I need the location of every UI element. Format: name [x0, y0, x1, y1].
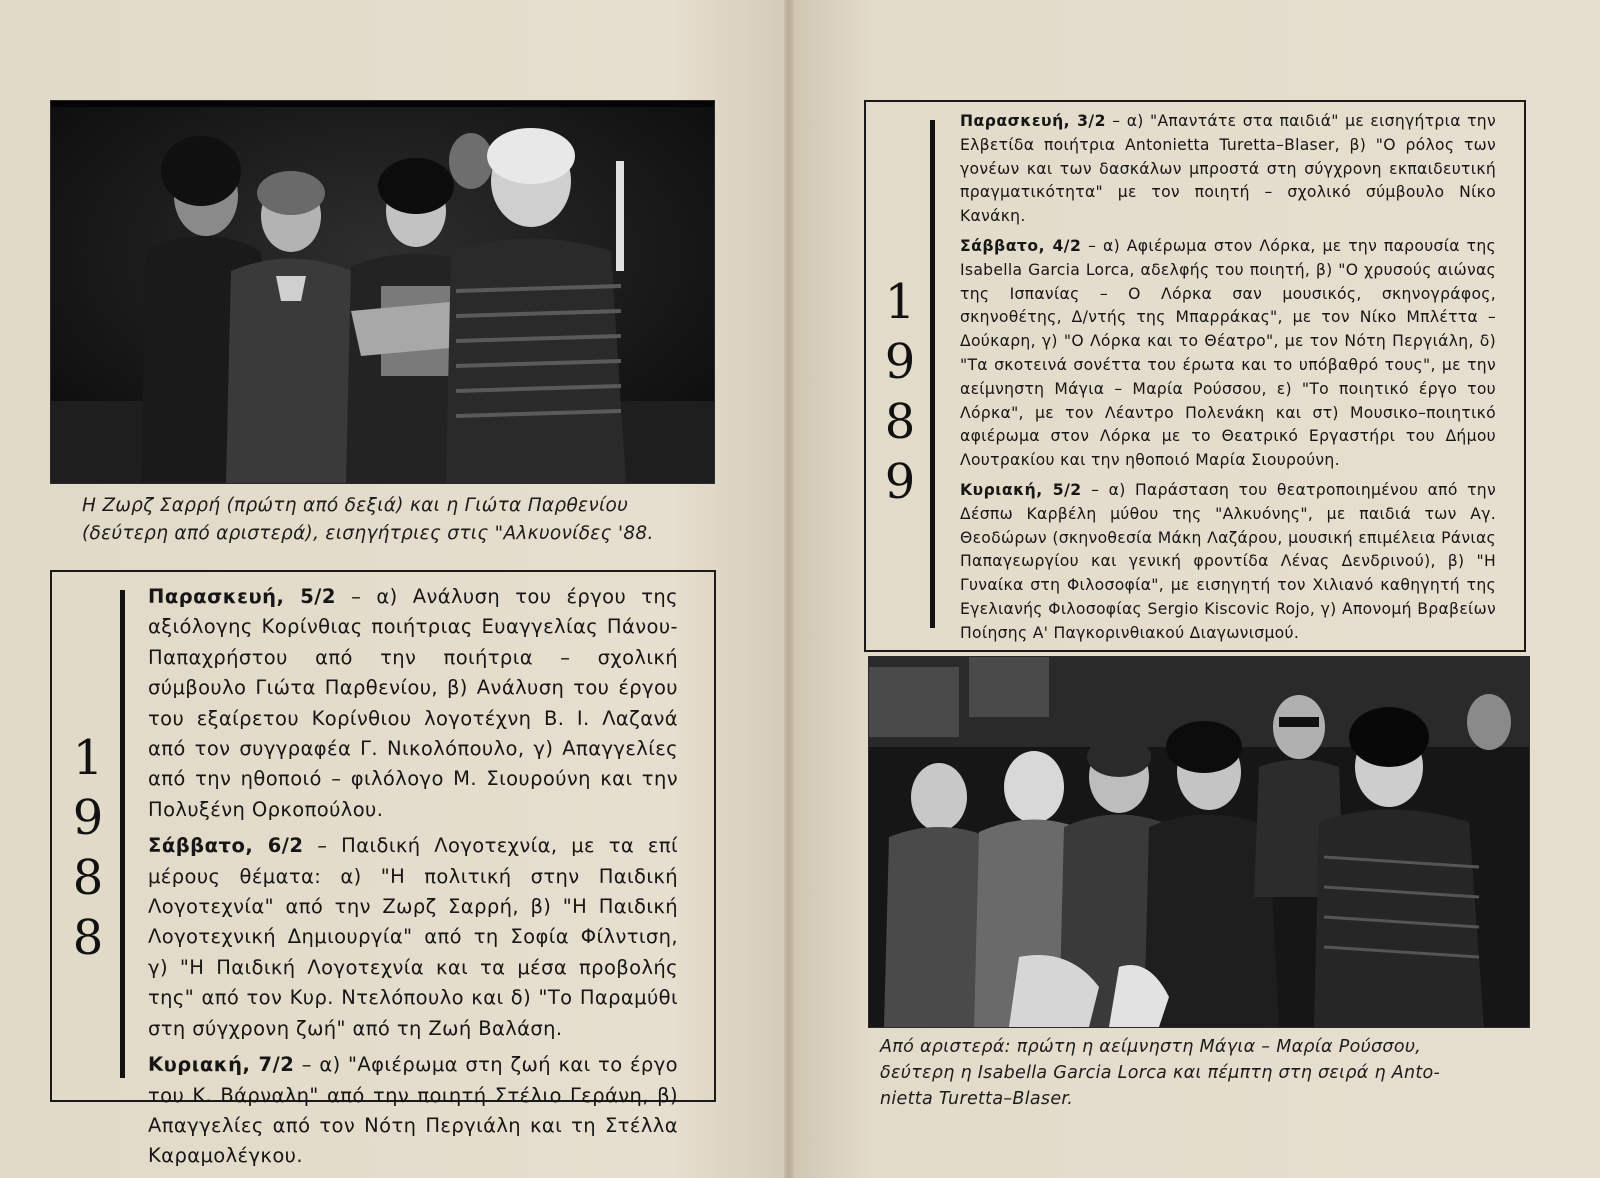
program-1988	[148, 582, 678, 1178]
left-photo-caption	[82, 492, 722, 548]
entry-friday-1989	[960, 110, 1496, 229]
entry-saturday-1989	[960, 235, 1496, 473]
year-1989	[880, 272, 920, 512]
entry-sunday-1988	[148, 1050, 678, 1172]
seated-audience-photo	[869, 657, 1529, 1027]
entry-saturday-1988	[148, 831, 678, 1044]
entry-text: – Παιδική Λογοτεχνία, με τα επί μέρους θέματα: α) "Η πολιτική στην Παιδική Λογοτεχνία" από την Ζωρζ Σαρρή, β) "Η Παιδική Λογοτεχνική Δημιουργία" από τη Σοφία Φίλντιση, γ) "Η Παιδική Λογοτεχνία και τα μέσα προβολής της" από τον Κυρ. Ντελόπουλο και δ) "Το Παραμύθι στη σύγχρονη ζωή" από τη Ζωή Βαλάση.	[148, 834, 679, 1040]
book-spine	[784, 0, 794, 1178]
entry-day: Κυριακή, 7/2	[148, 1053, 295, 1077]
entry-text: – α) Αφιέρωμα στον Λόρκα, με την παρουσία της Isabella Garcia Lorca, αδελφής του ποιητή, β) "Ο χρυσούς αιώνας της Ισπανίας – Ο Λόρκα σαν μουσικός, σκηνογράφος, σκηνοθέτης, Δ/ντής της Μπαρράκας", με τον Νίκο Μπλέττα – Δούκαρη, γ) "Ο Λόρκα και το Θέατρο", με τον Νότη Περγιάλη, δ) "Τα σκοτεινά σονέττα του έρωτα και το υπόβαθρό τους", με την αείμνηστη Μάγια – Μαρία Ρούσσου, ε) "Το ποιητικό έργο του Λόρκα", με τον Λέαντρο Πολενάκη και στ) Μουσικο–ποιητικό αφιέρωμα στον Λόρκα με το Θεατρικό Εργαστήρι του Δήμου Λουτρακίου και την ηθοποιό Μαρία Σιουρούνη.	[960, 236, 1496, 470]
year-digit: 1	[884, 274, 916, 330]
entry-text: – α) "Απαντάτε στα παιδιά" με εισηγήτρια την Ελβετίδα ποιήτρια Antonietta Turetta–Blaser, β) "Ο ρόλος των γονέων και των δασκάλων μπροστά στη σύγχρονη εκπαιδευτική πραγματικότητα" με τον ποιητή – σχολικό σύμβουλο Νίκο Κανάκη.	[960, 112, 1496, 226]
entry-text: – α) Παράσταση του θεατροποιημένου από την Δέσπω Καρβέλη μύθου της "Αλκυόνης", με παιδιά των Αγ. Θεοδώρων (σκηνοθεσία Μάκη Λαζάρου, μουσική επιμέλεια Ράνιας Παπαγεωργίου και γενική φροντίδα Λένας Δενδρινού), β) "Η Γυναίκα στη Φιλοσοφία", με εισηγητή τον Χιλιανό καθηγητή της Εγελιανής Φιλοσοφίας Sergio Kiscovic Rojo, γ) Απονομή Βραβείων Ποίησης Α' Παγκορινθιακού Διαγωνισμού.	[960, 480, 1497, 642]
entry-day: Σάββατο, 6/2	[148, 834, 304, 858]
caption-line: nietta Turetta–Blaser.	[880, 1089, 1074, 1109]
group-of-four-women-photo	[51, 101, 714, 483]
caption-line: Από αριστερά: πρώτη η αείμνηστη Μάγια – Μαρία Ρούσσου,	[880, 1037, 1422, 1057]
year-1988	[68, 728, 108, 968]
caption-line: Η Ζωρζ Σαρρή (πρώτη από δεξιά) και η Γιώτα Παρθενίου	[82, 495, 629, 516]
year-bar	[930, 120, 935, 628]
year-digit: 8	[72, 850, 104, 906]
right-photo-caption	[880, 1034, 1540, 1112]
year-digit: 8	[72, 910, 104, 966]
year-digit: 9	[884, 454, 916, 510]
year-digit: 8	[884, 394, 916, 450]
year-bar	[120, 590, 125, 1078]
entry-day: Κυριακή, 5/2	[960, 480, 1082, 499]
year-digit: 9	[884, 334, 916, 390]
year-digit: 1	[72, 730, 104, 786]
caption-line: δεύτερη η Isabella Garcia Lorca και πέμπτη στη σειρά η Anto-	[880, 1063, 1441, 1083]
entry-friday-1988	[148, 582, 678, 825]
entry-day: Παρασκευή, 5/2	[148, 585, 336, 608]
entry-sunday-1989	[960, 479, 1496, 646]
year-digit: 9	[72, 790, 104, 846]
photo-seated-audience	[868, 656, 1530, 1028]
program-1989	[960, 110, 1496, 652]
caption-line: (δεύτερη από αριστερά), εισηγήτριες στις "Αλκυονίδες '88.	[82, 523, 654, 544]
entry-text: – α) "Αφιέρωμα στη ζωή και το έργο του Κ. Βάρναλη" από την ποιητή Στέλιο Γεράνη, β) Απαγγελίες από τον Νότη Περγιάλη και τη Στέλλα Καραμολέγκου.	[148, 1053, 678, 1168]
entry-day: Παρασκευή, 3/2	[960, 112, 1106, 130]
entry-day: Σάββατο, 4/2	[960, 236, 1082, 255]
photo-four-women	[50, 100, 715, 484]
entry-text: – α) Ανάλυση του έργου της αξιόλογης Κορίνθιας ποιήτριας Ευαγγελίας Πάνου-Παπαχρήστου από την ποιήτρια – σχολική σύμβουλο Γιώτα Παρθενίου, β) Ανάλυση του έργου του εξαίρετου Κορίνθιου λογοτέχνη Β. Ι. Λαζανά από τον συγγραφέα Γ. Νικολόπουλο, γ) Απαγγελίες από την ηθοποιό – φιλόλογο Μ. Σιουρούνη και την Πολυξένη Ορκοπούλου.	[148, 585, 678, 821]
